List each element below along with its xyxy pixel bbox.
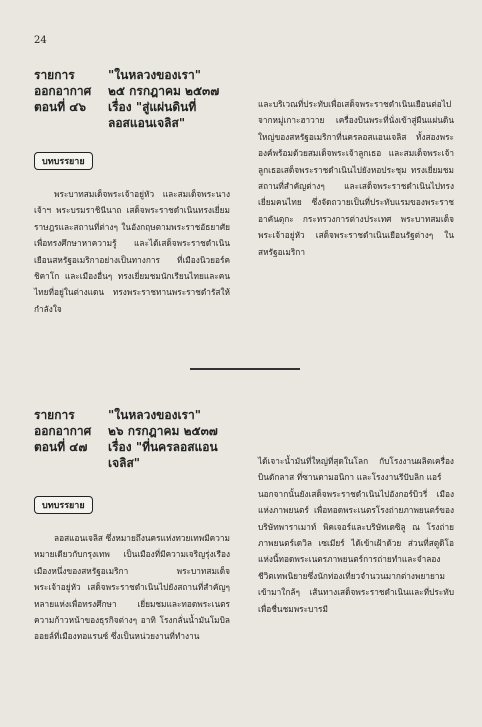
- narration-tag: บทบรรยาย: [34, 496, 93, 514]
- subject: "ที่นครลอสแอน เจลิส": [108, 440, 218, 470]
- narration-tag: บทบรรยาย: [34, 152, 93, 170]
- subject: "สู่แผ่นดินที่ ลอสแอนเจลิส": [108, 100, 197, 130]
- section-2-left-column: [34, 530, 230, 698]
- section-2-header: [34, 407, 234, 471]
- airdate: ๒๖ กรกฎาคม ๒๕๓๗: [108, 424, 218, 438]
- section-2-left-text: ลอสแอนเจลิส ซึ่งหมายถึงนครแห่งทวยเทพมีความหมายเดียวกับกรุงเทพ เป็นเมืองที่มีความเจริญรุ่งเรืองเมืองหนึ่งของสหรัฐอเมริกา พระบาทสมเด็จพระเจ้าอยู่หัว เสด็จพระราชดำเนินไปยังสถานที่สำคัญๆ หลายแห่งเพื่อทรงศึกษา เยี่ยมชมและทอดพระเนตรความก้าวหน้าของธุรกิจต่างๆ อาทิ โรงกลั่นน้ำมันโมบิลออยล์ที่เมืองทอแรนซ์ ซึ่งเป็นหน่วยงานที่ทำงาน: [34, 533, 230, 642]
- subject-label: เรื่อง: [108, 100, 132, 114]
- section-1-header: [34, 67, 234, 131]
- section-2-right-column: [258, 453, 454, 687]
- section-1-right-text: และบริเวณที่ประทับเพื่อเสด็จพระราชดำเนินเยือนต่อไป จากหมู่เกาะฮาวาย เครื่องบินพระที่นั่งเข้าสู่ผืนแผ่นดินใหญ่ของสหรัฐอเมริกาที่นครลอสแอนเจลิส ทั้งสองพระองค์พร้อมด้วยสมเด็จพระเจ้าลูกเธอ และสมเด็จพระเจ้าลูกเธอเสด็จพระราชดำเนินไปยังหอประชุม ทรงเยี่ยมชมสถานที่สำคัญต่างๆ และเสด็จพระราชดำเนินไปทรงเยี่ยมคนไทย ซึ่งจัดถวายเป็นที่ประทับแรมของพระราชอาคันตุกะ กระทรวงการต่างประเทศ พระบาทสมเด็จพระเจ้าอยู่หัว เสด็จพระราชดำเนินเยือนรัฐต่างๆ ในสหรัฐอเมริกา: [258, 99, 454, 257]
- subject-line: [108, 99, 234, 131]
- episode-label: ตอนที่ ๔๖: [34, 100, 86, 114]
- program-label: รายการ: [34, 408, 75, 422]
- page-number: 24: [34, 35, 47, 46]
- program-label: รายการ: [34, 68, 75, 82]
- program-title: "ในหลวงของเรา": [108, 68, 201, 82]
- section-2-right-text: ได้เจาะน้ำมันที่ใหญ่ที่สุดในโลก กับโรงงานผลิตเครื่องบินดักลาส ที่ซานตามอนิกา และโรงงานรีปับลิก แอร์ นอกจากนั้นยังเสด็จพระราชดำเนินไปอังกอร์บิวรี่ เมืองแห่งภาพยนตร์ เพื่อทอดพระเนตรโรงถ่ายภาพยนตร์ของบริษัทพาราเมาท์ พิคเจอร์และบริษัทเดซิลู ณ โรงถ่ายภาพยนตร์เดวิล เซเมียร์ ได้เข้าเฝ้าด้วย ส่วนที่สตูดิโอแห่งนี้ทอดพระเนตรภาพยนตร์การถ่ายทำและจำลองชีวิตเทพนิยายซึ่งนักท่องเที่ยวจำนวนมากต่างพยายามเข้ามาใกล้ๆ เส้นทางเสด็จพระราชดำเนินและที่ประทับเพื่อชื่นชมพระบารมี: [258, 456, 454, 614]
- episode-label: ตอนที่ ๔๗: [34, 440, 88, 454]
- section-1-left-column: [34, 186, 230, 314]
- airdate: ๒๕ กรกฎาคม ๒๕๓๗: [108, 84, 220, 98]
- subject-label: เรื่อง: [108, 440, 132, 454]
- section-1-right-column: [258, 96, 454, 314]
- program-title: "ในหลวงของเรา": [108, 408, 201, 422]
- airdate-label: ออกอากาศ: [34, 84, 92, 98]
- section-1-left-text: พระบาทสมเด็จพระเจ้าอยู่หัว และสมเด็จพระนางเจ้าฯ พระบรมราชินีนาถ เสด็จพระราชดำเนินทรงเยี่ยมราษฎรและสถานที่ต่างๆ ในอังกฤษตามพระราชอัธยาศัย เพื่อทรงศึกษาหาความรู้ และได้เสด็จพระราชดำเนินเยือนสหรัฐอเมริกาอย่างเป็นทางการ ที่เมืองนิวยอร์ค ชิคาโก และเมืองอื่นๆ ทรงเยี่ยมชมนักเรียนไทยและคนไทยที่อยู่ในต่างแดน ทรงพระราชทานพระราชดำรัสให้กำลังใจ: [34, 189, 230, 314]
- subject-line: [108, 439, 234, 471]
- section-divider: [190, 368, 300, 370]
- airdate-label: ออกอากาศ: [34, 424, 92, 438]
